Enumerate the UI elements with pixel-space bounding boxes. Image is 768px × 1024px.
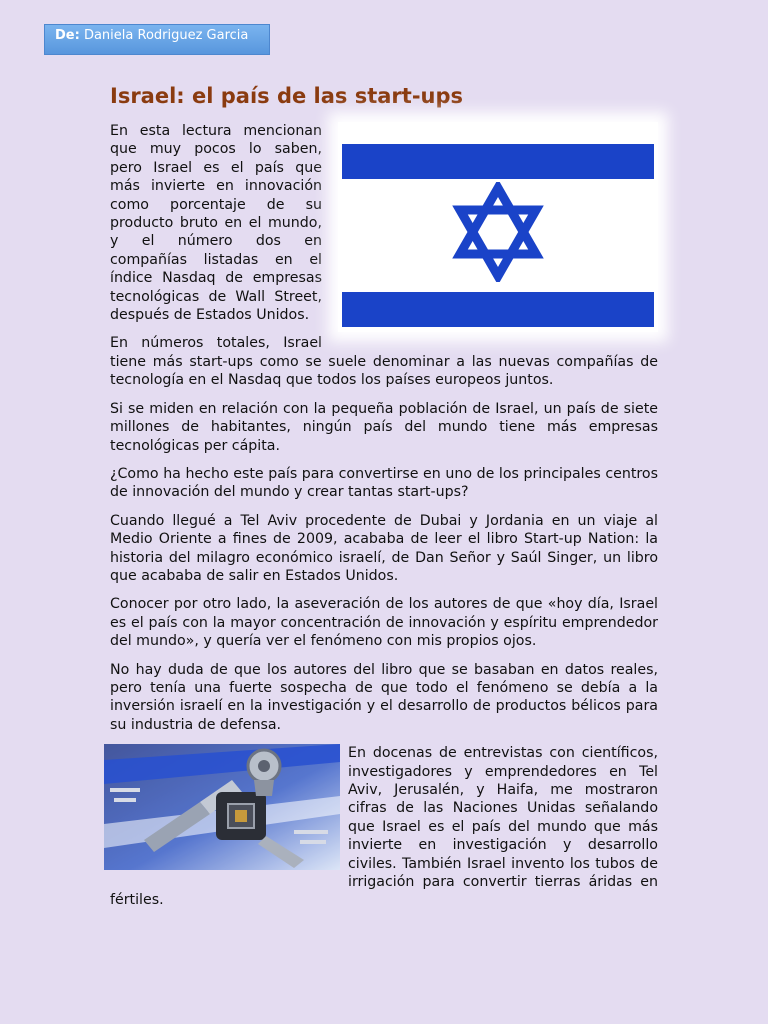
israel-flag-image xyxy=(338,122,658,332)
paragraph-6: Conocer por otro lado, la aseveración de los autores de que «hoy día, Israel es el país con la mayor concentración de innovación y espíritu emprendedor del mundo», y quería ver el fenómeno con mis propios ojos. xyxy=(110,596,658,650)
from-label: De: xyxy=(55,28,80,43)
paragraph-3: Si se miden en relación con la pequeña población de Israel, un país de siete millones de habitantes, ningún país del mundo tiene más empresas tecnológicas per cápita. xyxy=(110,400,658,454)
page-title: Israel: el país de las start-ups xyxy=(110,84,464,108)
paragraph-7: No hay duda de que los autores del libro que se basaban en datos reales, pero tenía una fuerte sospecha de que todo el fenómeno se debía a la inversión israelí en la investigación y el desarrollo de productos bélicos para su industria de defensa. xyxy=(110,661,658,733)
from-name: Daniela Rodriguez Garcia xyxy=(83,28,249,43)
paragraph-5: Cuando llegué a Tel Aviv procedente de Dubai y Jordania en un viaje al Medio Oriente a fines de 2009, acababa de leer el libro Start-up Nation: la historia del milagro económico israelí, de Dan Señor y Saúl Singer, un libro que acababa de salir en Estados Unidos. xyxy=(110,512,658,584)
article-body xyxy=(110,122,658,920)
paragraph-2: En números totales, Israel tiene más start-ups como se suele denominar a las nuevas compañías de tecnología en el Nasdaq que todos los países europeos juntos. xyxy=(110,335,658,389)
from-box xyxy=(44,24,270,55)
star-of-david-icon xyxy=(448,182,548,282)
flag-bottom-stripe xyxy=(342,292,654,327)
robot-arm-image xyxy=(104,744,340,870)
paragraph-8: En docenas de entrevistas con científicos, investigadores y emprendedores en Tel Aviv, Jerusalén, y Haifa, me mostraron cifras de las Naciones Unidas señalando que Israel es el país del mundo que más invierte en investigación y desarrollo civiles. También Israel invento los tubos de irrigación para convertir tierras áridas en fértiles. xyxy=(110,745,658,909)
flag-top-stripe xyxy=(342,144,654,179)
paragraph-1: En esta lectura mencionan que muy pocos lo saben, pero Israel es el país que más invierte en innovación como porcentaje de su producto bruto en el mundo, y el número dos en compañías listadas en el índice Nasdaq de empresas tecnológicas de Wall Street, después de Estados Unidos. xyxy=(110,123,322,324)
paragraph-4: ¿Como ha hecho este país para convertirse en uno de los principales centros de innovación del mundo y crear tantas start-ups? xyxy=(110,465,658,501)
